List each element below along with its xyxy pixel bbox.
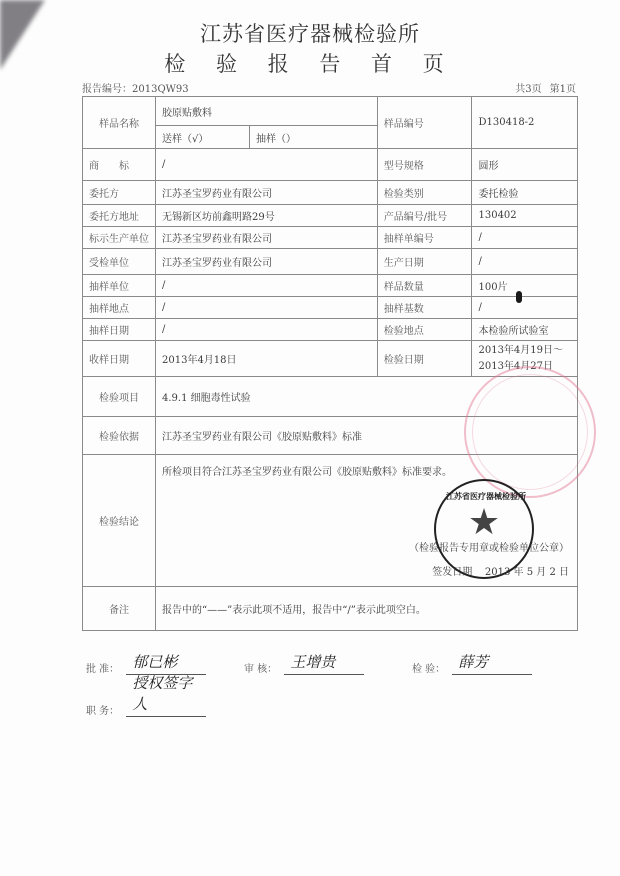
model-label: 型号规格 xyxy=(377,149,472,181)
issue-date: 2013 年 5 月 2 日 xyxy=(484,567,569,578)
quantity: 100片 xyxy=(472,275,578,297)
review-sig: 王增贵 xyxy=(290,653,336,671)
inspected-unit-label: 受检单位 xyxy=(83,249,156,275)
sampling-unit: / xyxy=(156,275,378,297)
review-label: 审 核： xyxy=(244,664,278,675)
batch-label: 产品编号/批号 xyxy=(377,205,472,227)
page-counter xyxy=(515,80,576,95)
sampling-base: / xyxy=(472,297,578,319)
red-seal-inner-ring xyxy=(472,374,588,490)
institution-name: 江苏省医疗器械检验所 xyxy=(200,22,420,46)
issue-date-label: 签发日期 xyxy=(432,567,473,578)
inspect-sig: 薛芳 xyxy=(458,653,489,671)
batch: 130402 xyxy=(472,205,578,227)
basis: 江苏圣宝罗药业有限公司《胶原贴敷料》标准 xyxy=(156,417,578,455)
client-address: 无锡新区坊前鑫明路29号 xyxy=(156,205,378,227)
document-title: 检 验 报 告 首 页 xyxy=(164,52,456,76)
review-signature xyxy=(244,653,364,675)
send-sample-option: 送样（√） xyxy=(156,126,250,149)
total-pages: 共3页 xyxy=(515,84,542,95)
inspected-unit: 江苏圣宝罗药业有限公司 xyxy=(156,249,378,275)
sample-no: D130418-2 xyxy=(472,97,578,149)
client-label: 委托方 xyxy=(83,181,156,205)
inspect-date-to: 2013年4月27日 xyxy=(478,360,554,372)
position-sig: 授权签字人 xyxy=(132,674,193,713)
client: 江苏圣宝罗药业有限公司 xyxy=(156,181,378,205)
sampling-base-label: 抽样基数 xyxy=(377,297,472,319)
sampling-place: / xyxy=(156,297,378,319)
position-sig-line xyxy=(126,674,206,717)
inspect-place: 本检验所试验室 xyxy=(472,319,578,341)
draw-sample-option: 抽样（） xyxy=(250,126,378,149)
sample-name: 胶原贴敷料 xyxy=(156,97,378,126)
report-number-label: 报告编号： xyxy=(82,84,132,95)
manufacturer: 江苏圣宝罗药业有限公司 xyxy=(156,227,378,249)
trademark-label: 商 标 xyxy=(83,149,156,181)
inspect-place-label: 检验地点 xyxy=(377,319,472,341)
receive-date: 2013年4月18日 xyxy=(156,341,378,377)
sample-no-label: 样品编号 xyxy=(377,97,472,149)
seal-text: 江苏省医疗器械检验所 xyxy=(446,491,526,501)
remark-label: 备注 xyxy=(83,587,156,631)
conclusion: 所检项目符合江苏圣宝罗药业有限公司《胶原贴敷料》标准要求。 xyxy=(162,467,452,478)
report-number xyxy=(82,80,189,95)
inspect-date-label: 检验日期 xyxy=(377,341,472,377)
seal-note: （检验报告专用章或检验单位公章） xyxy=(409,543,569,554)
basis-label: 检验依据 xyxy=(83,417,156,455)
receive-date-label: 收样日期 xyxy=(83,341,156,377)
sampling-unit-label: 抽样单位 xyxy=(83,275,156,297)
sampling-form: / xyxy=(472,227,578,249)
approve-label: 批 准： xyxy=(86,664,120,675)
sampling-date-label: 抽样日期 xyxy=(83,319,156,341)
quantity-label: 样品数量 xyxy=(377,275,472,297)
item-label: 检验项目 xyxy=(83,377,156,417)
report-number-value: 2013QW93 xyxy=(132,84,189,95)
item: 4.9.1 细胞毒性试验 xyxy=(156,377,578,417)
position-signature xyxy=(86,674,206,717)
star-icon: ★ xyxy=(467,502,501,543)
sampling-form-label: 抽样单编号 xyxy=(377,227,472,249)
remark: 报告中的“——”表示此项不适用，报告中“/”表示此项空白。 xyxy=(156,587,578,631)
prod-date: / xyxy=(472,249,578,275)
prod-date-label: 生产日期 xyxy=(377,249,472,275)
current-page: 第1页 xyxy=(549,84,576,95)
inspect-type-label: 检验类别 xyxy=(377,181,472,205)
sampling-place-label: 抽样地点 xyxy=(83,297,156,319)
conclusion-label: 检验结论 xyxy=(83,455,156,587)
sampling-date: / xyxy=(156,319,378,341)
sample-name-label: 样品名称 xyxy=(83,97,156,149)
inspect-label: 检 验： xyxy=(412,664,446,675)
approve-sig: 郁已彬 xyxy=(132,653,178,671)
model: 圆形 xyxy=(472,149,578,181)
ink-blot xyxy=(516,291,522,303)
inspect-signature xyxy=(412,653,532,675)
position-label: 职 务： xyxy=(86,706,120,717)
client-address-label: 委托方地址 xyxy=(83,205,156,227)
inspection-institute-seal xyxy=(434,479,534,579)
inspect-date-from: 2013年4月19日～ xyxy=(478,344,564,356)
review-sig-line xyxy=(284,653,364,675)
manufacturer-label: 标示生产单位 xyxy=(83,227,156,249)
inspect-sig-line xyxy=(452,653,532,675)
trademark: / xyxy=(156,149,378,181)
inspect-type: 委托检验 xyxy=(472,181,578,205)
